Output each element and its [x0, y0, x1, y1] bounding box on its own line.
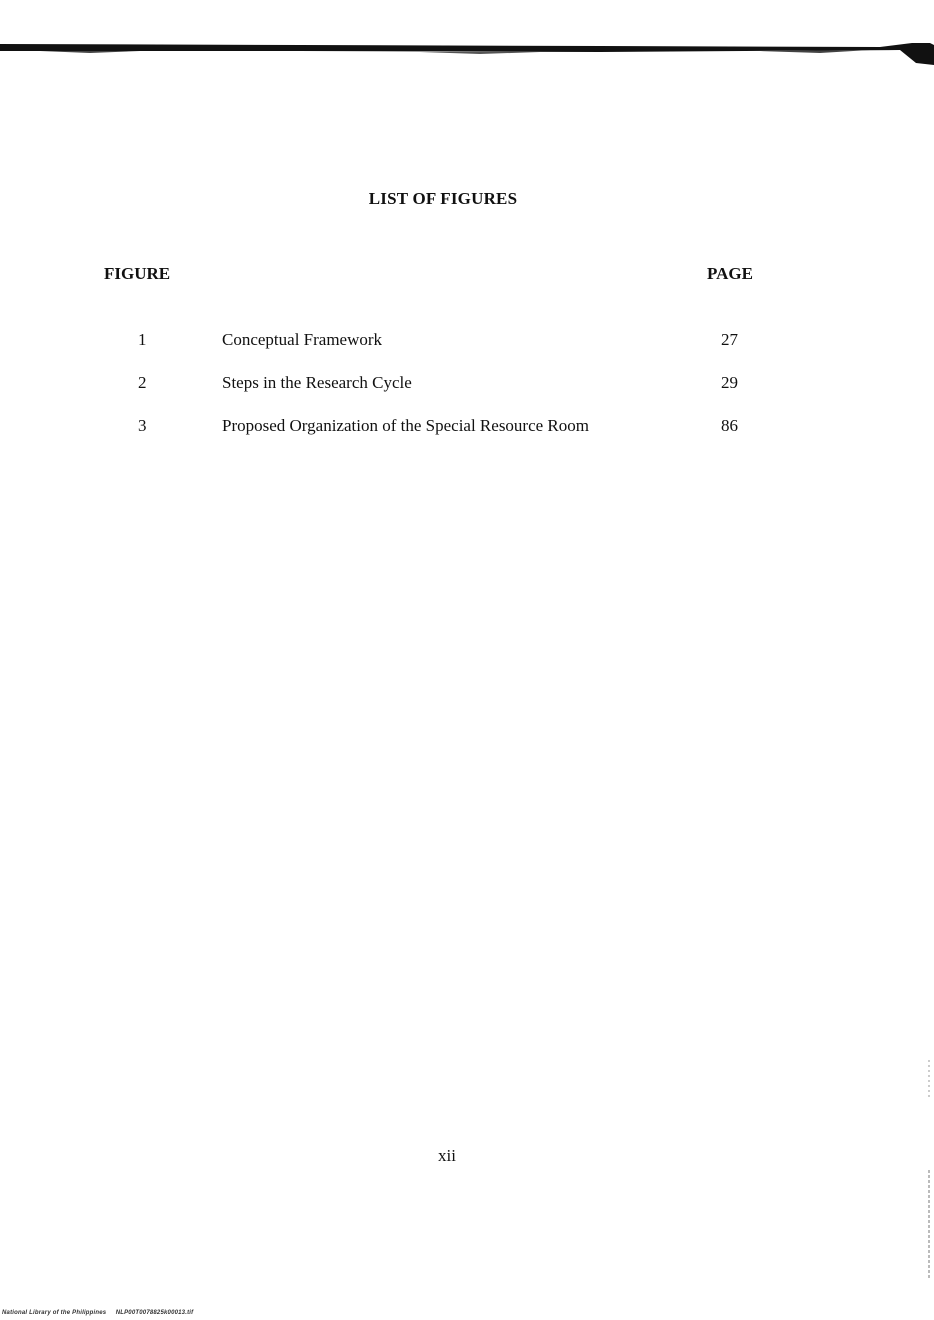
- scan-margin-artifact: [927, 1060, 931, 1280]
- figure-entry: [0, 330, 934, 373]
- figure-number: 3: [138, 416, 147, 435]
- figure-entry: [0, 416, 934, 459]
- figure-page: 86: [721, 416, 738, 435]
- figure-number: 1: [138, 330, 147, 349]
- figure-title: Steps in the Research Cycle: [222, 373, 412, 392]
- figure-number: 2: [138, 373, 147, 392]
- figure-page: 29: [721, 373, 738, 392]
- library-name: National Library of the Philippines: [2, 1310, 107, 1316]
- scan-edge-artifact: [0, 41, 934, 69]
- figure-title: Proposed Organization of the Special Resource Room: [222, 416, 589, 435]
- page-number: xii: [438, 1146, 456, 1165]
- library-credit: [2, 1310, 193, 1316]
- figure-entry: [0, 373, 934, 416]
- figure-page: 27: [721, 330, 738, 349]
- figure-list: [0, 330, 934, 459]
- figure-title: Conceptual Framework: [222, 330, 383, 349]
- column-header-figure: FIGURE: [104, 264, 171, 283]
- column-header-page: PAGE: [707, 264, 753, 283]
- page-heading: LIST OF FIGURES: [368, 189, 518, 208]
- file-identifier: NLP00T0078825k00013.tif: [115, 1310, 194, 1316]
